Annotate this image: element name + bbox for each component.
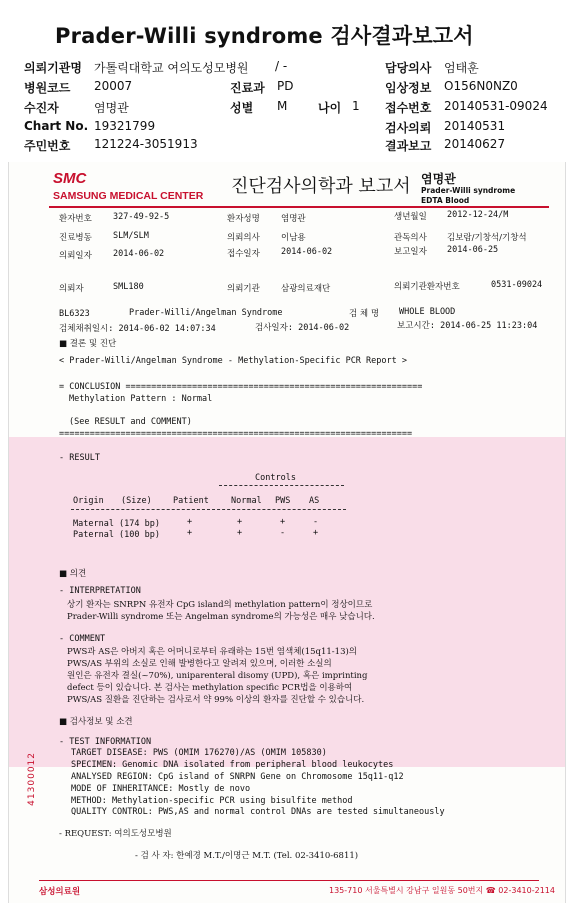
req-date-label: 의뢰일자 [59, 251, 92, 261]
hospital-code-label: 병원코드 [24, 81, 71, 95]
resident-no-value: 121224-3051913 [94, 137, 198, 151]
footer-address: 135-710 서울특별시 강남구 일원동 50번지 ☎ 02-3410-2114 [329, 886, 555, 895]
stamp-specimen: EDTA Blood [421, 196, 470, 205]
smc-logo-subtitle: SAMSUNG MEDICAL CENTER [53, 190, 204, 202]
controls-label: Controls [255, 473, 296, 483]
recv-date-value: 2014-06-02 [281, 247, 333, 257]
clinical-info-label: 임상정보 [385, 81, 432, 95]
requester-value: SML180 [113, 282, 144, 292]
accession-label: 접수번호 [385, 101, 432, 115]
age-label: 나이 [318, 101, 342, 115]
report-date-value: 2014-06-25 [447, 245, 499, 255]
section-test-info: ■ 검사정보 및 소견 [59, 717, 133, 727]
paternal-pws: - [280, 528, 286, 538]
patient-name-value: 염명관 [94, 101, 129, 115]
comment-line: 원인은 유전자 결실(~70%), uniparenteral disomy (UPD), 혹은 imprinting [67, 671, 368, 681]
footer-logo: 삼성의료원 [39, 887, 81, 897]
clinical-info-value: O156N0NZ0 [444, 79, 518, 93]
request-line: - REQUEST: 여의도성모병원 [59, 829, 172, 839]
stamp-name: 염명관 [421, 172, 456, 186]
comment-line: PWS/AS 질환을 진단하는 검사로서 약 99% 이상의 환자를 진단할 수 있습니다. [67, 695, 365, 705]
test-info-line: MODE OF INHERITANCE: Mostly de novo [71, 784, 251, 794]
sex-label: 성별 [230, 101, 254, 115]
paternal-as: + [313, 528, 319, 538]
controls-divider [219, 485, 344, 486]
col-size: (Size) [121, 496, 152, 506]
col-origin: Origin [73, 496, 104, 506]
paternal-normal: + [237, 528, 243, 538]
lab-report-title: 진단검사의학과 보고서 [231, 176, 411, 197]
maternal-pws: + [280, 517, 286, 527]
patient-name-label: 수진자 [24, 101, 59, 115]
department-value: PD [277, 79, 294, 93]
conclusion-header: = CONCLUSION ========================================================== [59, 382, 423, 392]
comment-line: PWS/AS 부위의 소실로 인해 발병한다고 알려져 있으며, 이러한 소실의 [67, 659, 332, 669]
scanned-report [8, 162, 566, 903]
section-opinion: ■ 의견 [59, 569, 87, 579]
report-date-label: 보고일자 [394, 247, 427, 257]
requester-label: 의뢰자 [59, 284, 84, 294]
report-title: Prader-Willi syndrome 검사결과보고서 [55, 24, 474, 48]
age-value: 1 [352, 99, 360, 113]
comment-header: - COMMENT [59, 634, 106, 644]
pcr-report-heading: < Prader-Willi/Angelman Syndrome - Methylation-Specific PCR Report > [59, 356, 407, 366]
test-code: BL6323 [59, 309, 90, 319]
collect-time: 검체채취일시: 2014-06-02 14:07:34 [59, 324, 216, 334]
result-date-label: 결과보고 [385, 139, 432, 153]
col-patient: Patient [173, 496, 209, 506]
patient-no-value: 327-49-92-5 [113, 212, 170, 222]
test-info-line: METHOD: Methylation-specific PCR using bisulfite method [71, 796, 353, 806]
report-time: 보고시간: 2014-06-25 11:23:04 [397, 321, 538, 331]
patient-name-value-2: 염명관 [281, 214, 306, 224]
header-red-line [49, 206, 549, 208]
doctor-label: 담당의사 [385, 61, 432, 75]
ref-doctor-label: 의뢰의사 [227, 233, 260, 243]
result-header: - RESULT [59, 453, 100, 463]
resident-no-label: 주민번호 [24, 139, 71, 153]
paternal-patient: + [187, 528, 193, 538]
patient-name-label-2: 환자성명 [227, 214, 260, 224]
institution-label: 의뢰기관명 [24, 61, 82, 75]
maternal-as: - [313, 517, 319, 527]
test-date: 검사일자: 2014-06-02 [255, 323, 350, 333]
institution-value: 가톨릭대학교 여의도성모병원 [94, 61, 249, 75]
conclusion-text: Methylation Pattern : Normal [69, 394, 213, 404]
result-date-value: 20140627 [444, 137, 506, 151]
table-divider [71, 509, 346, 510]
recv-date-label: 접수일자 [227, 249, 260, 259]
test-info-line: TARGET DISEASE: PWS (OMIM 176270)/AS (OMIM 105830) [71, 748, 327, 758]
interpretation-line: Prader-Willi syndrome 또는 Angelman syndrome의 가능성은 매우 낮습니다. [67, 612, 375, 622]
specimen-value: WHOLE BLOOD [399, 307, 456, 317]
maternal-normal: + [237, 517, 243, 527]
request-date-value: 20140531 [444, 119, 506, 133]
chart-no-label: Chart No. [24, 119, 89, 133]
hospital-code-value: 20007 [94, 79, 133, 93]
stamp-disease: Prader-Willi syndrome [421, 186, 516, 195]
comment-line: defect 등이 있습니다. 본 검사는 methylation specific PCR법을 이용하여 [67, 683, 353, 693]
reading-doctor-label: 관독의사 [394, 233, 427, 243]
dob-value: 2012-12-24/M [447, 210, 509, 220]
ward-value: SLM/SLM [113, 231, 149, 241]
institution-value-2: 삼광의료재단 [281, 284, 331, 294]
request-date-label: 검사의뢰 [385, 121, 432, 135]
interpretation-line: 상기 환자는 SNRPN 유전자 CpG island의 methylation pattern이 정상이므로 [67, 600, 373, 610]
req-date-value: 2014-06-02 [113, 249, 165, 259]
interpretation-header: - INTERPRETATION [59, 586, 141, 596]
inst-patient-no-label: 의뢰기관환자번호 [394, 282, 460, 292]
section-conclusion: ■ 결론 및 진단 [59, 339, 117, 349]
table-row: Paternal (100 bp) [73, 530, 160, 540]
institution-label-2: 의뢰기관 [227, 284, 260, 294]
col-pws: PWS [275, 496, 291, 506]
examiner-line: - 검 사 자: 한예경 M.T./이명근 M.T. (Tel. 02-3410-6811) [135, 851, 359, 861]
conclusion-separator: ===================================================================== [59, 429, 413, 439]
accession-value: 20140531-09024 [444, 99, 548, 113]
reading-doctor-value: 김보람/기창석/기창석 [447, 233, 527, 243]
side-barcode-number: 41300012 [27, 752, 37, 806]
see-result: (See RESULT and COMMENT) [69, 417, 192, 427]
comment-line: PWS과 AS은 아버지 혹은 어머니로부터 유래하는 15번 염색체(15q11-13)의 [67, 647, 358, 657]
test-info-header: - TEST INFORMATION [59, 737, 152, 747]
patient-no-label: 환자번호 [59, 214, 92, 224]
specimen-label: 검 체 명 [349, 309, 380, 319]
col-normal: Normal [231, 496, 262, 506]
smc-logo: SMC [53, 170, 87, 187]
ward-label: 진료병동 [59, 233, 92, 243]
maternal-patient: + [187, 517, 193, 527]
col-as: AS [309, 496, 320, 506]
department-label: 진료과 [230, 81, 265, 95]
test-info-line: QUALITY CONTROL: PWS,AS and normal control DNAs are tested simultaneously [71, 807, 445, 817]
slash-value: / - [275, 59, 288, 73]
inst-patient-no-value: 0531-09024 [491, 280, 543, 290]
ref-doctor-value: 이남용 [281, 233, 306, 243]
sex-value: M [277, 99, 288, 113]
test-info-line: SPECIMEN: Genomic DNA isolated from peripheral blood leukocytes [71, 760, 394, 770]
table-row: Maternal (174 bp) [73, 519, 160, 529]
test-info-line: ANALYSED REGION: CpG island of SNRPN Gene on Chromosome 15q11-q12 [71, 772, 404, 782]
dob-label: 생년월일 [394, 212, 427, 222]
test-name: Prader-Willi/Angelman Syndrome [129, 308, 283, 318]
footer-red-line [39, 880, 539, 881]
chart-no-value: 19321799 [94, 119, 156, 133]
doctor-value: 엄태훈 [444, 61, 479, 75]
